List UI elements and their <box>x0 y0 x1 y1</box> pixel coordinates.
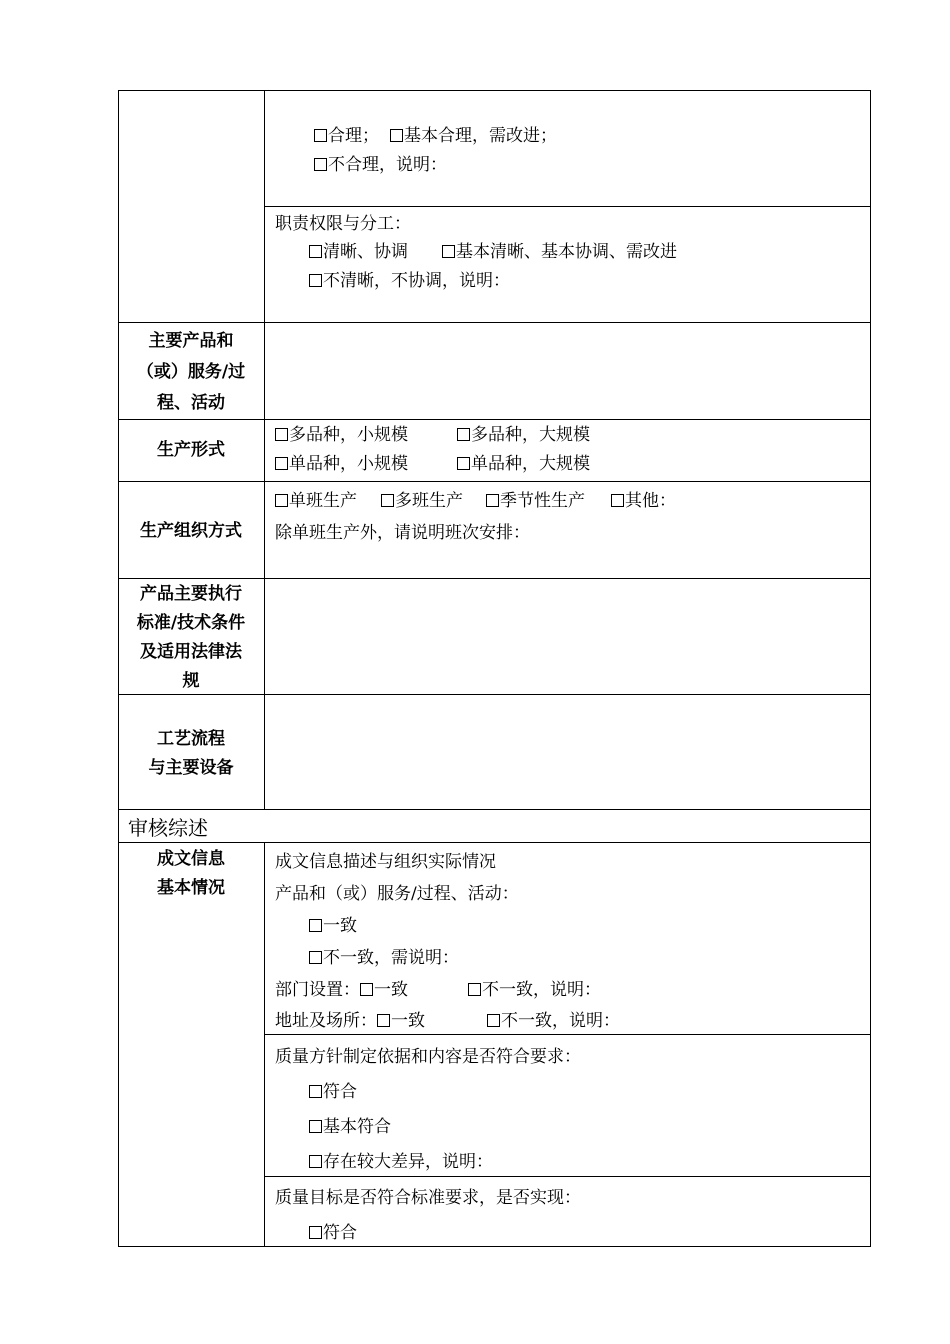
checkbox-icon[interactable] <box>457 428 470 441</box>
process-label: 工艺流程 与主要设备 <box>148 729 234 778</box>
checkbox-icon[interactable] <box>486 494 499 507</box>
checkbox-icon[interactable] <box>309 1085 322 1098</box>
option-policy-basic-conform[interactable]: 基本符合 <box>309 1117 391 1137</box>
checkbox-icon[interactable] <box>457 457 470 470</box>
option-addr-inconsistent[interactable]: 不一致，说明： <box>487 1011 620 1031</box>
dept-setting-line: 部门设置： 一致 <box>275 980 408 1000</box>
checkbox-icon[interactable] <box>309 1226 322 1239</box>
row-divider <box>118 809 871 810</box>
option-multi-large[interactable]: 多品种，大规模 <box>457 425 590 445</box>
checkbox-icon[interactable] <box>309 1120 322 1133</box>
row-divider <box>118 419 871 420</box>
checkbox-icon[interactable] <box>442 245 455 258</box>
doc-info-heading: 成文信息描述与组织实际情况 <box>275 852 496 872</box>
checkbox-icon[interactable] <box>390 129 403 142</box>
products-label: 主要产品和 （或）服务/过 程、活动 <box>136 331 246 413</box>
checkbox-icon[interactable] <box>314 129 327 142</box>
checkbox-icon[interactable] <box>360 983 373 996</box>
quality-policy-heading: 质量方针制定依据和内容是否符合要求： <box>275 1047 581 1067</box>
option-seasonal[interactable]: 季节性生产 <box>486 491 585 511</box>
checkbox-icon[interactable] <box>611 494 624 507</box>
doc-info-products-line: 产品和（或）服务/过程、活动： <box>275 884 519 904</box>
option-single-large[interactable]: 单品种，大规模 <box>457 454 590 474</box>
option-policy-conform[interactable]: 符合 <box>309 1082 357 1102</box>
option-consistent[interactable]: 一致 <box>309 916 357 936</box>
checkbox-icon[interactable] <box>487 1014 500 1027</box>
section-title-audit-summary: 审核综述 <box>128 816 208 840</box>
option-addr-consistent[interactable]: 一致 <box>377 1011 425 1031</box>
option-basic-clear[interactable]: 基本清晰、基本协调、需改进 <box>442 242 677 262</box>
option-basic-reasonable[interactable]: 基本合理，需改进； <box>390 126 557 146</box>
checkbox-icon[interactable] <box>309 951 322 964</box>
option-dept-inconsistent[interactable]: 不一致，说明： <box>468 980 601 1000</box>
option-multi-small[interactable]: 多品种，小规模 <box>275 425 408 445</box>
table-border-right <box>870 90 871 1247</box>
checkbox-icon[interactable] <box>309 919 322 932</box>
row-divider <box>265 1034 871 1035</box>
checkbox-icon[interactable] <box>275 494 288 507</box>
option-dept-consistent[interactable]: 一致 <box>360 980 408 1000</box>
row-divider <box>118 322 871 323</box>
production-org-label: 生产组织方式 <box>140 521 242 541</box>
column-divider-upper <box>264 90 265 809</box>
table-border-bottom <box>118 1246 871 1247</box>
address-line: 地址及场所： 一致 <box>275 1011 425 1031</box>
option-multi-shift[interactable]: 多班生产 <box>381 491 463 511</box>
option-other[interactable]: 其他： <box>611 491 676 511</box>
checkbox-icon[interactable] <box>309 245 322 258</box>
column-divider-lower <box>264 842 265 1247</box>
audit-form-table <box>118 90 871 1247</box>
option-inconsistent[interactable]: 不一致，需说明： <box>309 948 459 968</box>
row-divider <box>118 842 871 843</box>
checkbox-icon[interactable] <box>275 428 288 441</box>
shift-arrangement-note: 除单班生产外，请说明班次安排： <box>275 523 530 543</box>
checkbox-icon[interactable] <box>309 1155 322 1168</box>
option-unclear[interactable]: 不清晰，不协调，说明： <box>309 271 510 291</box>
option-single-small[interactable]: 单品种，小规模 <box>275 454 408 474</box>
responsibility-heading: 职责权限与分工： <box>275 214 411 234</box>
quality-objective-heading: 质量目标是否符合标准要求，是否实现： <box>275 1188 581 1208</box>
standards-label: 产品主要执行 标准/技术条件 及适用法律法 规 <box>136 584 246 691</box>
row-divider <box>265 206 871 207</box>
option-clear[interactable]: 清晰、协调 <box>309 242 408 262</box>
checkbox-icon[interactable] <box>377 1014 390 1027</box>
row-divider <box>265 1176 871 1177</box>
checkbox-icon[interactable] <box>314 158 327 171</box>
checkbox-icon[interactable] <box>275 457 288 470</box>
option-single-shift[interactable]: 单班生产 <box>275 491 357 511</box>
option-policy-big-diff[interactable]: 存在较大差异，说明： <box>309 1152 493 1172</box>
row-divider <box>118 481 871 482</box>
option-unreasonable[interactable]: 不合理，说明： <box>314 155 447 175</box>
checkbox-icon[interactable] <box>468 983 481 996</box>
production-form-label: 生产形式 <box>157 440 225 460</box>
option-objective-conform[interactable]: 符合 <box>309 1223 357 1243</box>
table-border-top <box>118 90 871 91</box>
checkbox-icon[interactable] <box>309 274 322 287</box>
checkbox-icon[interactable] <box>381 494 394 507</box>
doc-info-label: 成文信息 基本情况 <box>157 849 225 898</box>
option-reasonable[interactable]: 合理； <box>314 126 379 146</box>
